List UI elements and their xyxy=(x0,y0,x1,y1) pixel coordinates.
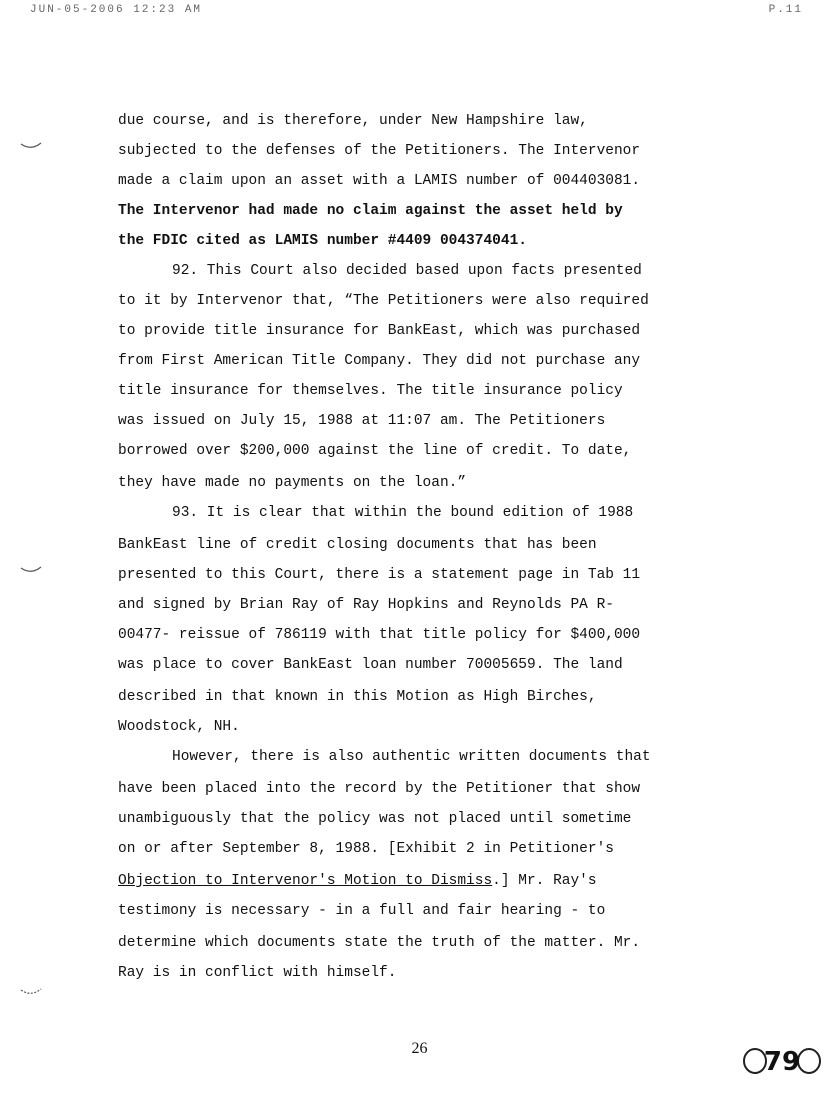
stamp-number: 79 xyxy=(763,1047,801,1077)
text-line: 00477- reissue of 786119 with that title policy for $400,000 xyxy=(118,627,641,643)
text-line: to it by Intervenor that, “The Petitioners were also required xyxy=(118,293,649,309)
fax-header-left: JUN-05-2006 12:23 AM xyxy=(30,4,203,16)
text-line: due course, and is therefore, under New Hampshire law, xyxy=(118,113,588,129)
paragraph-93-start: 93. It is clear that within the bound edition of 1988 xyxy=(172,505,634,521)
text-line: presented to this Court, there is a statement page in Tab 11 xyxy=(118,567,641,583)
paragraph-92-start: 92. This Court also decided based upon facts presented xyxy=(172,263,642,279)
page-number: 26 xyxy=(411,1040,428,1057)
exhibit-title-underlined: Objection to Intervenor's Motion to Dismiss xyxy=(118,873,493,889)
text-line-bold: The Intervenor had made no claim against the asset held by xyxy=(118,203,623,219)
text-line: Ray is in conflict with himself. xyxy=(118,965,397,981)
text-line: and signed by Brian Ray of Ray Hopkins and Reynolds PA R- xyxy=(118,597,614,613)
text-line: determine which documents state the truth of the matter. Mr. xyxy=(118,935,641,951)
page-stamp xyxy=(743,1045,821,1077)
text-line-bold: the FDIC cited as LAMIS number #4409 004374041. xyxy=(118,233,527,249)
text-line: was issued on July 15, 1988 at 11:07 am. The Petitioners xyxy=(118,413,606,429)
text-line: testimony is necessary - in a full and fair hearing - to xyxy=(118,903,606,919)
exhibit-reference-line xyxy=(118,874,597,889)
text-line: Woodstock, NH. xyxy=(118,719,240,735)
text-line: from First American Title Company. They did not purchase any xyxy=(118,353,641,369)
text-line: unambiguously that the policy was not placed until sometime xyxy=(118,811,632,827)
exhibit-line-rest: .] Mr. Ray's xyxy=(492,873,597,889)
punch-hole-mark-icon xyxy=(20,988,42,996)
text-line: BankEast line of credit closing documents that has been xyxy=(118,537,597,553)
text-line: on or after September 8, 1988. [Exhibit 2 in Petitioner's xyxy=(118,841,614,857)
text-line: borrowed over $200,000 against the line of credit. To date, xyxy=(118,443,632,459)
text-line: they have made no payments on the loan.” xyxy=(118,475,467,491)
punch-hole-mark-icon xyxy=(20,566,42,574)
text-line: described in that known in this Motion as High Birches, xyxy=(118,689,597,705)
text-line: was place to cover BankEast loan number 70005659. The land xyxy=(118,657,623,673)
text-line: title insurance for themselves. The title insurance policy xyxy=(118,383,623,399)
punch-hole-mark-icon xyxy=(20,142,42,150)
text-line: have been placed into the record by the Petitioner that show xyxy=(118,781,641,797)
text-line: made a claim upon an asset with a LAMIS number of 004403081. xyxy=(118,173,641,189)
fax-header-right: P.11 xyxy=(768,4,803,16)
paragraph-however-start: However, there is also authentic written documents that xyxy=(172,749,651,765)
text-line: subjected to the defenses of the Petitioners. The Intervenor xyxy=(118,143,641,159)
text-line: to provide title insurance for BankEast, which was purchased xyxy=(118,323,641,339)
